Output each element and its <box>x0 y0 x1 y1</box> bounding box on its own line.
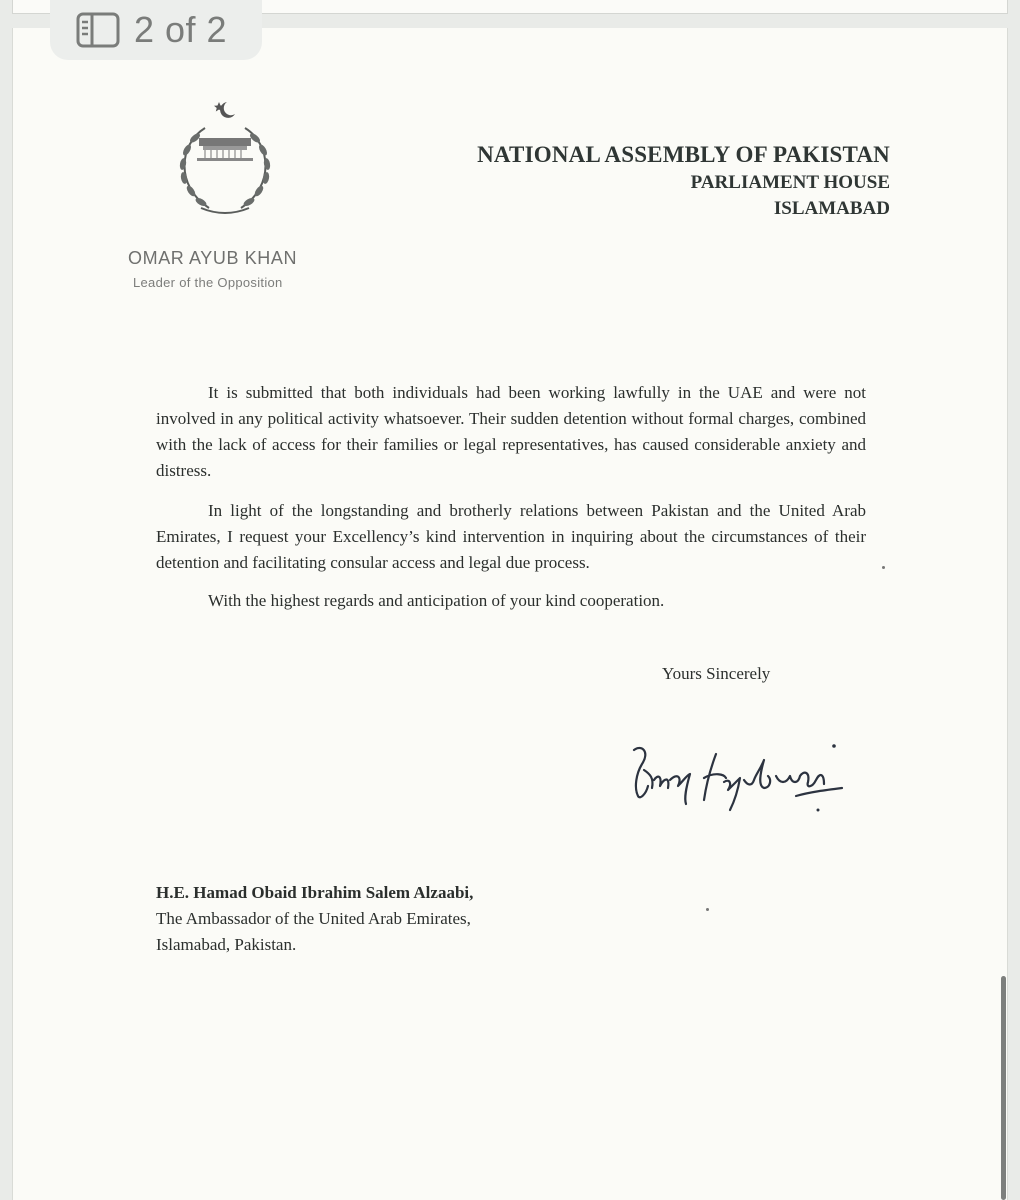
paragraph-text: It is submitted that both individuals had been working lawfully in the UAE and were not involved in any political activity whatsoever. Their sudden detention without formal charges, combined with the lack of access for their families or legal representatives, has caused considerable anxiety and distress. <box>156 383 866 480</box>
city-name: ISLAMABAD <box>773 198 890 219</box>
paper-speck <box>882 566 885 569</box>
recipient-address <box>156 880 473 958</box>
vertical-scrollbar[interactable] <box>1001 976 1006 1200</box>
person-role: Leader of the Opposition <box>133 275 283 290</box>
institution-name: NATIONAL ASSEMBLY OF PAKISTAN <box>477 142 890 167</box>
building-name: PARLIAMENT HOUSE <box>690 172 890 193</box>
national-assembly-emblem-icon <box>165 96 285 226</box>
page-indicator[interactable] <box>50 0 262 60</box>
signature-image <box>620 730 850 820</box>
paragraph-text: In light of the longstanding and brotherly relations between Pakistan and the United Arab Emirates, I request your Excellency’s kind intervention in inquiring about the circumstances of their detention and facilitating consular access and legal due process. <box>156 501 866 572</box>
letter-paragraph-3 <box>156 588 866 614</box>
letterhead-address <box>477 140 890 222</box>
recipient-location: Islamabad, Pakistan. <box>156 935 297 954</box>
letter-paragraph-1 <box>156 380 866 484</box>
person-name: OMAR AYUB KHAN <box>128 248 298 268</box>
closing-phrase: Yours Sincerely <box>662 664 771 683</box>
recipient-name: H.E. Hamad Obaid Ibrahim Salem Alzaabi, <box>156 883 474 902</box>
recipient-title: The Ambassador of the United Arab Emirates, <box>156 909 471 928</box>
paragraph-text: With the highest regards and anticipation of your kind cooperation. <box>208 591 665 610</box>
sidebar-toggle-icon[interactable] <box>76 12 120 48</box>
paper-speck <box>706 908 709 911</box>
letter-paragraph-2 <box>156 498 866 576</box>
page-count: 2 of 2 <box>134 9 228 50</box>
